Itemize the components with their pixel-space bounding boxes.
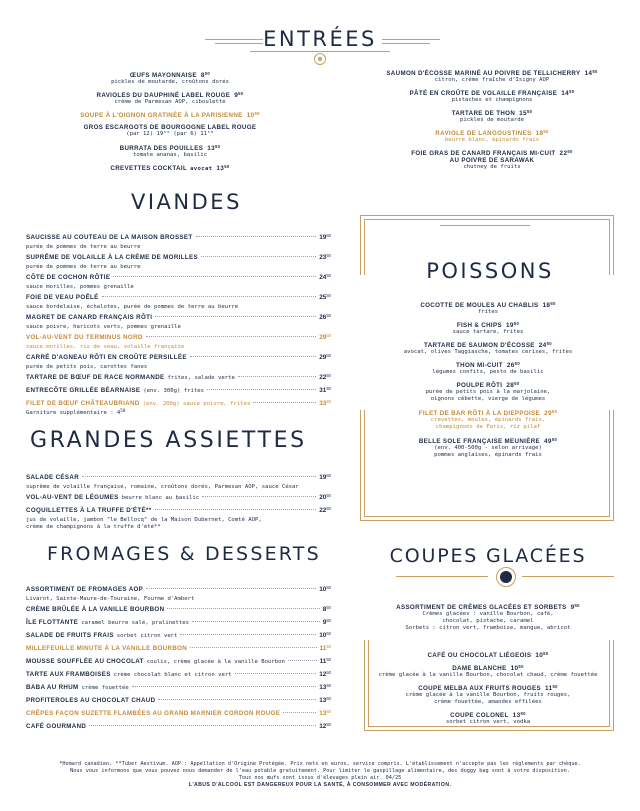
dish-price: 29 [319, 334, 327, 341]
menu-item [368, 684, 608, 706]
dish-price-cents: 50 [326, 585, 331, 590]
dish-name: SAUMON D'ÉCOSSE MARINÉ AU POIVRE DE TELLICHERRY [386, 70, 581, 77]
dish-price: 22 [319, 507, 327, 514]
dish-price-cents: 50 [513, 321, 520, 326]
dish-name: FISH & CHIPS [456, 322, 502, 329]
dish-name: COQUILLETTES À LA TRUFFE D'ÉTÉ** [26, 507, 152, 514]
dot-leader [167, 608, 319, 609]
dot-leader [201, 256, 316, 257]
dot-leader [288, 660, 317, 661]
dish-price-cents: 50 [551, 409, 558, 414]
dish-name: CAFÉ GOURMAND [26, 723, 87, 730]
dot-leader [82, 476, 316, 477]
dish-name: FILET DE BAR RÔTI À LA DIEPPOISE [418, 410, 541, 417]
dish-price-cents: 50 [514, 381, 520, 386]
dish-price-group [319, 346, 331, 364]
viandes-note: Garniture supplémentaire : $4^{50}$ [26, 408, 126, 416]
dish-description: crème glacée à la vanille Bourbon, chocolat chaud, crème fouettée [378, 672, 598, 678]
dish-price: 28 [506, 382, 515, 389]
dish-price: 24 [319, 274, 327, 281]
dot-leader [155, 509, 317, 510]
dish-price: 19 [319, 234, 327, 241]
dish-name: COCOTTE DE MOULES AU CHABLIS [420, 302, 539, 309]
dish-description: chocolat, pistache, caramel [442, 618, 534, 624]
dish-price: 11 [319, 645, 327, 652]
dish-price-cents: 50 [326, 631, 331, 636]
dish-price-cents: 50 [543, 129, 549, 134]
dish-name: GROS ESCARGOTS DE BOURGOGNE LABEL ROUGE [83, 124, 257, 131]
dish-price-cents: 50 [326, 473, 331, 478]
dot-leader [190, 647, 316, 648]
dish-price-cents: 50 [326, 696, 331, 701]
dish-price-cents: 50 [326, 333, 331, 338]
dish-description: sauce bordelaise, échalotes, purée de pommes de terre au beurre [26, 304, 239, 310]
dish-name: SUPRÊME DE VOLAILLE À LA CRÈME DE MORILLES [26, 254, 198, 261]
menu-item [368, 361, 608, 376]
dish-description: crème glacée à la vanille Bourbon, fruits rouges, [405, 692, 571, 698]
dish-name: ÎLE FLOTTANTE [26, 619, 79, 626]
dish-price-cents: 50 [326, 353, 331, 358]
dot-leader [180, 634, 316, 635]
menu-item [20, 124, 320, 138]
dish-description: (par 12) 19⁵⁰ (par 6) 11⁵⁰ [126, 131, 214, 137]
dish-price: 10 [319, 586, 327, 593]
dish-name: CRÊPES FAÇON SUZETTE FLAMBÉES AU GRAND MARNIER CORDON ROUGE [26, 710, 281, 717]
dish-name: BABA AU RHUM [26, 684, 79, 691]
dish-name: PROFITEROLES AU CHOCOLAT CHAUD [26, 697, 156, 704]
dish-price-cents: 50 [543, 651, 549, 656]
dish-price-group [319, 266, 331, 284]
dish-extra: avocat [190, 166, 213, 172]
dish-price-cents: 50 [552, 684, 558, 689]
dish-price: 11 [319, 658, 327, 665]
menu-item [368, 711, 608, 726]
dish-description: purée de petits pois, carottes fanes [26, 364, 148, 370]
dish-price-cents: 50 [326, 506, 331, 511]
dish-name: BURRATA DES POUILLES [119, 145, 204, 152]
dish-price-cents: 50 [326, 709, 331, 714]
dish-price-cents: 50 [326, 386, 331, 391]
dish-price: 31 [319, 387, 327, 394]
dish-price-cents: 50 [215, 144, 221, 149]
dish-extra: (env. 200g) sauce poivre, frites [142, 401, 251, 407]
dish-description: crevettes, moules, épinards frais, [430, 417, 546, 423]
dish-price: 33 [319, 400, 327, 407]
dish-description: purée de petits pois à la marjolaine, [425, 389, 551, 395]
dish-extra: sorbet citron vert [116, 633, 178, 639]
dish-price-cents: 50 [326, 493, 331, 498]
dish-price: 29 [319, 354, 327, 361]
dish-description: oignons cébette, vierge de légumes [430, 396, 546, 402]
dot-leader [113, 276, 316, 277]
menu-item [20, 91, 320, 106]
dish-price-group [319, 246, 331, 264]
dish-name: ŒUFS MAYONNAISE [129, 72, 197, 79]
menu-item [347, 69, 637, 84]
footer-line-3: Tous nos œufs sont issus d'élevages plein air. 04/25 [238, 775, 402, 781]
viandes-title: VIANDES [131, 190, 242, 214]
dot-leader [238, 376, 316, 377]
dish-name: MILLEFEUILLE MINUTE À LA VANILLE BOURBON [26, 645, 188, 652]
dish-name: SOUPE À L'OIGNON GRATINÉE À LA PARISIENNE [80, 112, 243, 119]
dish-description: sauce morilles, ris de veau, volaille française [26, 344, 185, 350]
menu-item [368, 651, 608, 659]
dish-price: 19 [505, 322, 514, 329]
dish-price: 14 [561, 90, 570, 97]
dish-price-cents: 50 [224, 164, 230, 169]
menu-item [347, 109, 637, 124]
menu-item [20, 144, 320, 159]
dish-price-group [319, 715, 331, 733]
dish-price-cents: 50 [546, 341, 552, 346]
dish-name: ASSORTIMENT DE FROMAGES AOP [26, 586, 144, 593]
footer-line-2: Nous vous informons que vous pouvez nous demander de l'eau potable gratuitement. Pour limiter le gaspillage alimentaire, des doggy bag sont à votre disposition. [70, 768, 570, 774]
dish-description: pommes anglaises, épinards frais [434, 452, 542, 458]
menu-item [368, 664, 608, 679]
dish-price: 10 [535, 652, 544, 659]
dish-name: RAVIOLE DE LANGOUSTINES [435, 130, 532, 137]
dish-price: 26 [319, 314, 327, 321]
poissons-title: POISSONS [426, 259, 554, 283]
entrees-ornament-dot [318, 57, 322, 61]
dish-price-cents: 50 [520, 711, 526, 716]
dish-description: champignons de Paris, riz pilaf [435, 424, 541, 430]
dish-description: crème de champignons à la truffe d'été** [26, 524, 161, 530]
dish-extra: coulis, crème glacée à la vanille Bourbon [146, 659, 285, 665]
dish-name: CARRÉ D'AGNEAU RÔTI EN CROÛTE PERSILLÉE [26, 354, 187, 361]
dot-leader [155, 316, 316, 317]
dish-name: SAUCISSE AU COUTEAU DE LA MAISON BROSSET [26, 234, 193, 241]
dish-price-cents: 50 [238, 91, 244, 96]
dish-name: TARTARE DE THON [451, 110, 516, 117]
dish-description: beurre blanc, épinards frais [444, 137, 540, 143]
dish-price: 22 [319, 374, 327, 381]
dish-name: VOL-AU-VENT DU TERMINUS NORD [26, 334, 143, 341]
menu-item [20, 71, 320, 86]
dot-leader [192, 621, 320, 622]
dish-price: 24 [538, 342, 547, 349]
dish-price: 11 [544, 685, 553, 692]
coupes-glacees-title: COUPES GLACÉES [389, 545, 587, 567]
fromages-desserts-title: FROMAGES & DESSERTS [47, 543, 321, 565]
dish-price: 29 [544, 410, 552, 417]
dish-name: SALADE DE FRUITS FRAIS [26, 632, 114, 639]
dish-price-cents: 50 [574, 603, 580, 608]
dish-name: MAGRET DE CANARD FRANÇAIS RÔTI [26, 314, 153, 321]
menu-item [368, 321, 608, 336]
dot-leader [196, 236, 317, 237]
dish-price-cents: 50 [326, 670, 331, 675]
dish-name: PÂTÉ EN CROÛTE DE VOLAILLE FRANÇAISE [409, 90, 558, 97]
dish-description: sauce poivre, haricots verts, pommes grenaille [26, 324, 181, 330]
dish-name: DAME BLANCHE [452, 665, 507, 672]
dish-price: 15 [519, 110, 527, 117]
coupes-rule-left [396, 576, 488, 577]
dot-leader [158, 699, 316, 700]
dish-price: 10 [319, 632, 327, 639]
dish-description: Crèmes glacées : vanille Bourbon, café, [422, 611, 554, 617]
dish-description: sorbet citron vert, vodka [445, 719, 531, 725]
dish-price: 10 [510, 665, 519, 672]
dish-name: FILET DE BŒUF CHÂTEAUBRIAND [26, 400, 140, 407]
coupes-rule-right [522, 576, 614, 577]
dish-price: 13 [216, 165, 225, 172]
dish-description: frites [477, 309, 499, 315]
menu-item [368, 381, 608, 403]
dish-price-group [319, 466, 331, 484]
dish-name: ENTRECÔTE GRILLÉE BÉARNAISE [26, 387, 141, 394]
dish-name: POULPE RÔTI [456, 382, 503, 389]
dish-description: purée de pommes de terre au beurre [26, 244, 141, 250]
entrees-rule-under [250, 51, 390, 52]
dot-leader [146, 336, 317, 337]
dish-price-cents: 50 [550, 301, 556, 306]
dish-price-cents: 50 [592, 69, 598, 74]
dish-price-cents: 50 [326, 605, 331, 610]
dish-price: 19 [319, 474, 327, 481]
grandes-assiettes-title: GRANDES ASSIETTES [30, 428, 307, 453]
dot-leader [190, 356, 316, 357]
dish-price-cents: 50 [326, 313, 331, 318]
dish-price: 9 [234, 92, 239, 99]
dish-price-group [319, 286, 331, 304]
dish-name: VOL-AU-VENT DE LÉGUMES [26, 494, 119, 501]
dish-price: 10 [246, 112, 255, 119]
dish-price-cents: 50 [326, 618, 331, 623]
dish-name: TARTARE DE BŒUF DE RACE NORMANDE [26, 374, 165, 381]
dish-price: 13 [319, 684, 327, 691]
dish-price-cents: 50 [569, 89, 575, 94]
dish-price-group [319, 226, 331, 244]
footer-line-4: L'ABUS D'ALCOOL EST DANGEREUX POUR LA SANTÉ, À CONSOMMER AVEC MODÉRATION. [188, 782, 452, 788]
menu-item [20, 164, 320, 173]
menu-item [368, 341, 608, 356]
menu-item [347, 149, 637, 171]
menu-item [368, 301, 608, 316]
dish-price-cents: 50 [254, 111, 260, 116]
dish-price: 12 [319, 723, 327, 730]
dish-description: crème fouettée, amandes effilées [434, 699, 542, 705]
dish-price: 8 [322, 606, 327, 613]
dish-extra: caramel beurre salé, pralinettes [81, 620, 189, 626]
dish-price: 25 [319, 294, 327, 301]
menu-item [26, 499, 331, 531]
dish-description: avocat, olives Taggiasche, tomates cerises, frites [403, 349, 573, 355]
dish-description: tomate ananas, basilic [132, 152, 208, 158]
dish-extra: beurre blanc au basilic [121, 495, 200, 501]
dish-price: 13 [319, 697, 327, 704]
dish-price-cents: 50 [526, 109, 533, 114]
dish-description: jus de volaille, jambon "le Bellocq" de la Maison Dubernet, Comté AOP, [26, 517, 262, 523]
footer-line-1: *Homard canadien. **Tuber Aestivum. AOP : Appellation d'Origine Protégée. Prix nets en euros, service compris. L'établissement n'accepte pas les règlements par chèque. [59, 761, 581, 767]
dish-description: purée de pommes de terre au beurre [26, 264, 141, 270]
dish-extra: crème fouettée [81, 685, 129, 691]
dish-price-cents: 50 [551, 437, 558, 442]
menu-item [368, 437, 608, 459]
dot-leader [102, 296, 317, 297]
dish-description: légumes confits, pesto de basilic [432, 369, 544, 375]
dish-price: 49 [544, 438, 552, 445]
dish-name: BELLE SOLE FRANÇAISE MEUNIÈRE [418, 438, 541, 445]
dish-price-group [319, 499, 331, 517]
menu-item [368, 603, 608, 632]
dot-leader [89, 725, 316, 726]
dish-price-cents: 50 [326, 273, 331, 278]
dish-description: crème de Parmesan AOP, ciboulette [114, 99, 226, 105]
dish-name: CREVETTES COCKTAIL [110, 165, 188, 172]
dish-price-cents: 50 [326, 722, 331, 727]
dish-price: 26 [506, 362, 515, 369]
entrees-title: ENTRÉES [263, 27, 377, 51]
menu-item [347, 89, 637, 104]
dish-extra: (env. 300g) frites [143, 388, 204, 394]
dish-description: Sorbets : citron vert, framboise, mangue, abricot [405, 625, 571, 631]
dish-price-cents: 50 [567, 149, 573, 154]
dish-description: suprême de volaille française, romaine, croûtons dorés, Parmesan AOP, sauce César [26, 484, 299, 490]
dish-name: COUPE COLONEL [450, 712, 509, 719]
dish-description: pistaches et champignons [451, 97, 533, 103]
dish-price-cents: 50 [326, 644, 331, 649]
dish-price-cents: 50 [326, 399, 331, 404]
dish-description: Livarot, Sainte-Maure-de-Touraine, Fourme d'Ambert [26, 596, 195, 602]
dish-price-cents: 50 [326, 657, 331, 662]
dot-leader [202, 496, 316, 497]
dot-leader [283, 712, 316, 713]
dot-leader [146, 588, 316, 589]
dish-price: 13 [512, 712, 521, 719]
dish-price: 9 [570, 604, 575, 611]
dish-name: FOIE GRAS DE CANARD FRANÇAIS MI-CUIT [411, 150, 556, 157]
dish-price: 13 [319, 710, 327, 717]
dish-price-cents: 50 [326, 233, 331, 238]
dish-name: THON MI-CUIT [456, 362, 503, 369]
dish-name: CRÈME BRÛLÉE À LA VANILLE BOURBON [26, 606, 165, 613]
dish-price: 14 [584, 70, 593, 77]
dish-name: ASSORTIMENT DE CRÈMES GLACÉES ET SORBETS [396, 604, 567, 611]
dish-price: 12 [319, 671, 327, 678]
dish-price-cents: 50 [514, 361, 520, 366]
dot-leader [235, 673, 317, 674]
dish-name: TARTE AUX FRAMBOISES [26, 671, 111, 678]
dish-price: 23 [319, 254, 327, 261]
dot-leader [253, 402, 316, 403]
dish-extra: crème chocolat blanc et citron vert [113, 672, 232, 678]
dish-price: 18 [535, 130, 544, 137]
dish-description: chutney de fruits [463, 164, 521, 170]
dish-description: pickles de moutarde [460, 117, 524, 123]
dish-price-group [319, 392, 331, 410]
dish-price-cents: 50 [326, 373, 331, 378]
dot-leader [132, 686, 317, 687]
dish-price: 18 [542, 302, 551, 309]
dish-price: 20 [319, 494, 327, 501]
dish-price-cents: 50 [518, 664, 524, 669]
dish-price-group [319, 306, 331, 324]
dish-price-cents: 50 [326, 293, 331, 298]
dish-description: citron, crème fraîche d'Isigny AOP [434, 77, 550, 83]
dish-description: sauce tartare, frites [452, 329, 524, 335]
menu-item [347, 129, 637, 144]
dish-price-group [319, 326, 331, 344]
dish-extra: frites, salade verte [167, 375, 235, 381]
dot-leader [207, 389, 316, 390]
dish-price-cents: 50 [326, 253, 331, 258]
dish-name: CAFÉ OU CHOCOLAT LIÉGEOIS [427, 652, 532, 659]
dish-name: FOIE DE VEAU POÊLÉ [26, 294, 99, 301]
dish-description: pickles de moutarde, croûtons dorés [111, 79, 229, 85]
dish-price: 13 [207, 145, 215, 152]
dish-description: sauce morilles, pommes grenaille [26, 284, 134, 290]
menu-item [20, 111, 320, 119]
dish-name: CÔTE DE COCHON RÔTIE [26, 274, 111, 281]
dish-price-cents: 50 [326, 683, 331, 688]
dish-price: 22 [559, 150, 568, 157]
coupes-ornament-dot [500, 571, 512, 583]
dish-price: 9 [322, 619, 327, 626]
menu-item [26, 715, 331, 733]
dish-name: MOUSSE SOUFFLÉE AU CHOCOLAT [26, 658, 144, 665]
dish-name: SALADE CÉSAR [26, 474, 80, 481]
dish-price-cents: 00 [204, 71, 211, 76]
dish-description: AU POIVRE DE SARAWAK [449, 157, 535, 164]
dish-name: RAVIOLES DU DAUPHINÉ LABEL ROUGE [96, 92, 231, 99]
menu-item [368, 409, 608, 431]
dish-name: TARTARE DE SAUMON D'ÉCOSSE [424, 342, 535, 349]
dish-description: (env. 400-500g - selon arrivage) [434, 445, 542, 451]
dish-price: 8 [200, 72, 205, 79]
dish-name: COUPE MELBA AUX FRUITS ROUGES [418, 685, 541, 692]
dish-price-group [319, 578, 331, 596]
